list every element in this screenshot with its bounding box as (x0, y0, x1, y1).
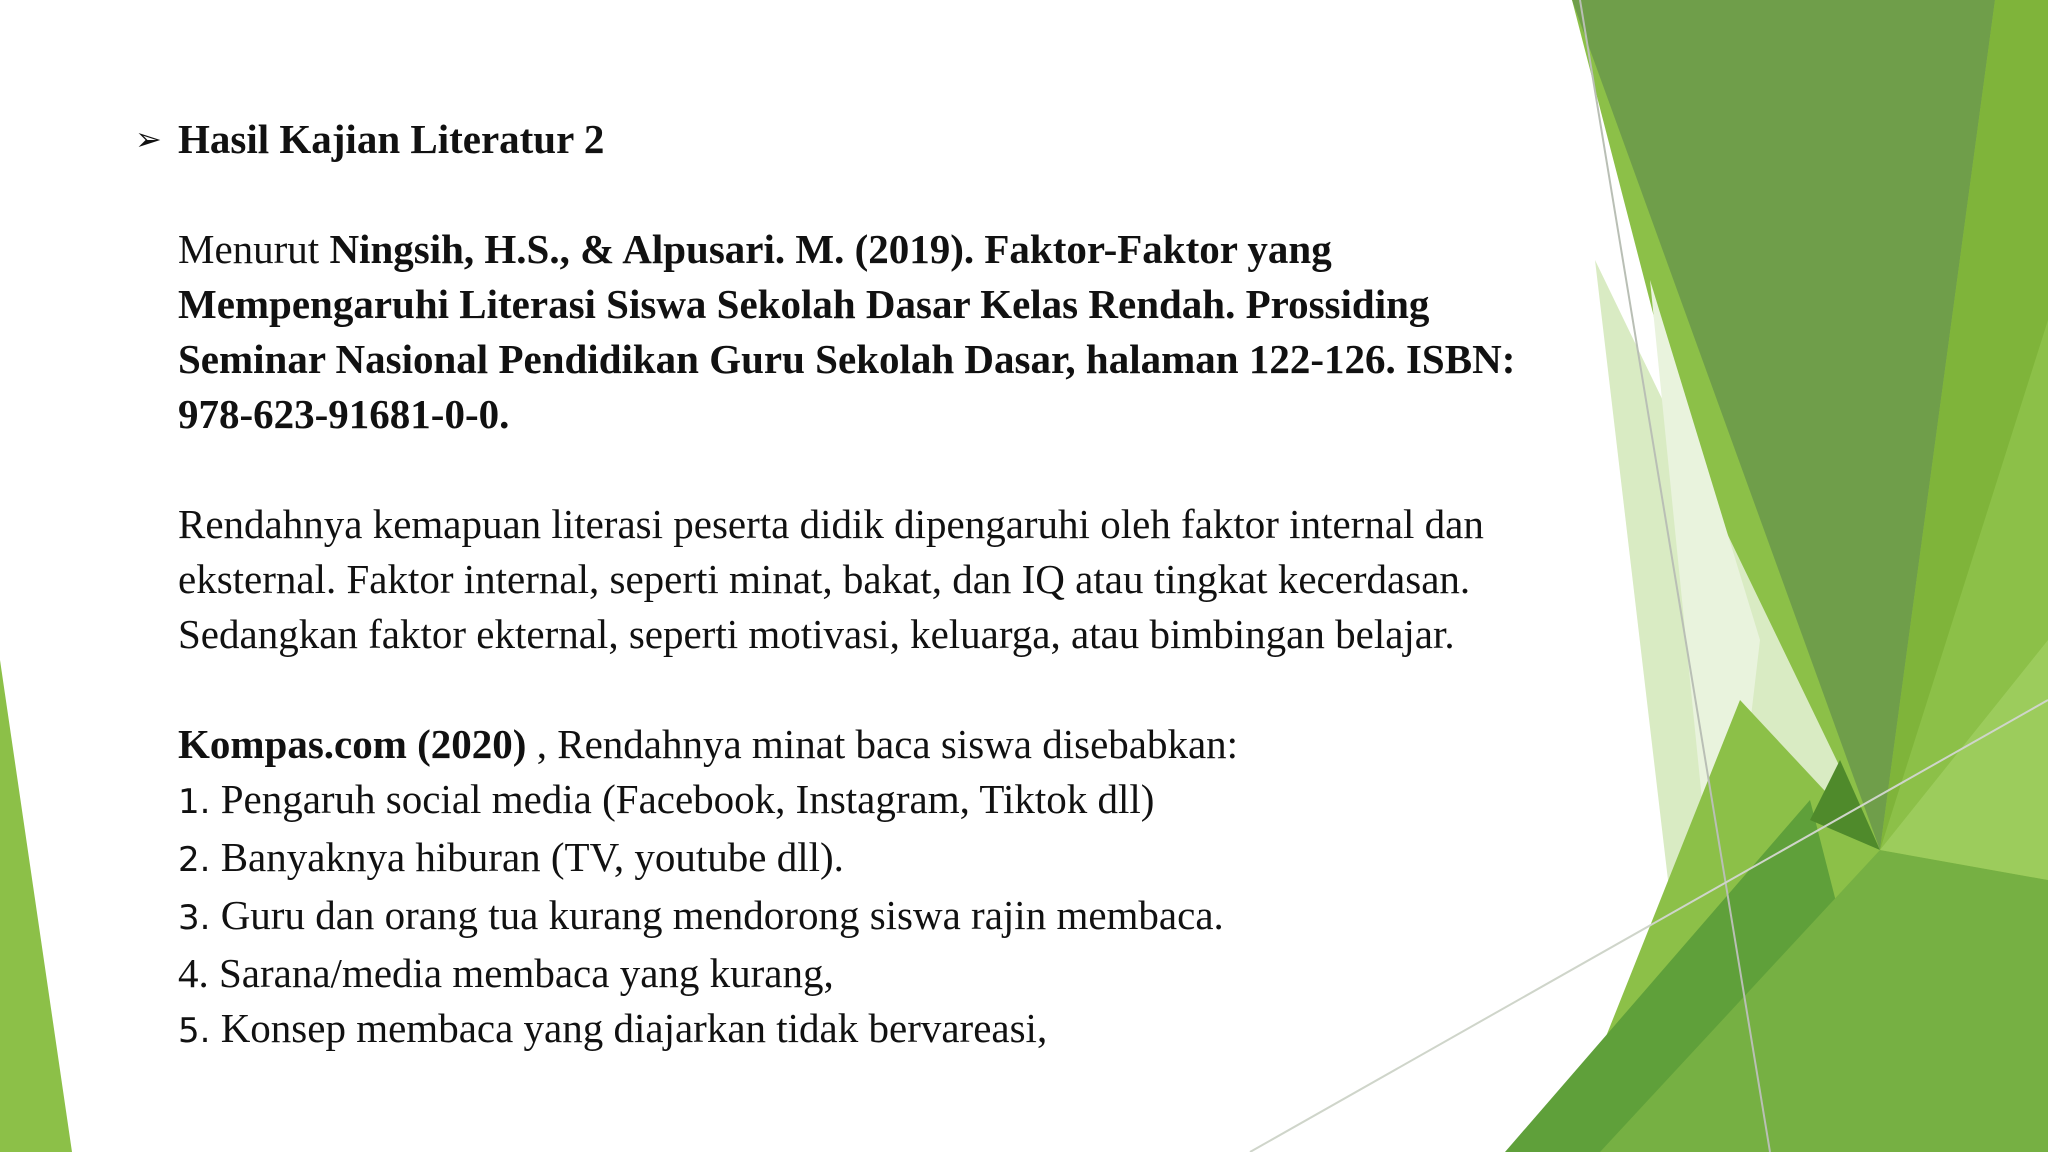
list-item (178, 888, 1585, 946)
list-item-text: Sarana/media membaca yang kurang, (208, 950, 834, 996)
list-item (178, 772, 1585, 830)
causes-list (178, 772, 1585, 1059)
reference-prefix: Menurut (178, 226, 330, 272)
source-name: Kompas.com (2020) (178, 721, 527, 767)
list-item (178, 830, 1585, 888)
list-item-number: 1. (178, 782, 211, 822)
list-item-text: Konsep membaca yang diajarkan tidak bervareasi, (210, 1005, 1048, 1051)
list-item (178, 1001, 1585, 1059)
arrowhead-bullet-icon: ➢ (135, 120, 162, 158)
source-paragraph (178, 717, 1585, 772)
list-item-number: 5. (178, 1011, 211, 1051)
reference-paragraph (178, 222, 1585, 442)
summary-paragraph: Rendahnya kemapuan literasi peserta didik dipengaruhi oleh faktor internal dan eksternal. Faktor internal, seperti minat, bakat, dan IQ atau tingkat kecerdasan. Sedangkan faktor ekternal, seperti motivasi, keluarga, atau bimbingan belajar. (178, 501, 1484, 657)
list-item-number: 4. (178, 950, 209, 996)
slide-content (135, 112, 1585, 1059)
list-item (178, 946, 1585, 1001)
list-item-text: Pengaruh social media (Facebook, Instagram, Tiktok dll) (210, 776, 1155, 822)
list-item-number: 3. (178, 898, 211, 938)
list-item-text: Banyaknya hiburan (TV, youtube dll). (210, 834, 844, 880)
list-item-text: Guru dan orang tua kurang mendorong siswa rajin membaca. (210, 892, 1224, 938)
heading-text: Hasil Kajian Literatur 2 (178, 116, 605, 162)
list-item-number: 2. (178, 840, 211, 880)
reference-citation: Ningsih, H.S., & Alpusari. M. (2019). Faktor-Faktor yang Mempengaruhi Literasi Siswa Sekolah Dasar Kelas Rendah. Prossiding Seminar Nasional Pendidikan Guru Sekolah Dasar, halaman 122-126. ISBN: 978-623-91681-0-0. (178, 226, 1516, 437)
source-intro: , Rendahnya minat baca siswa disebabkan: (526, 721, 1239, 767)
slide-heading (135, 112, 1585, 167)
slide-body (135, 222, 1585, 1059)
